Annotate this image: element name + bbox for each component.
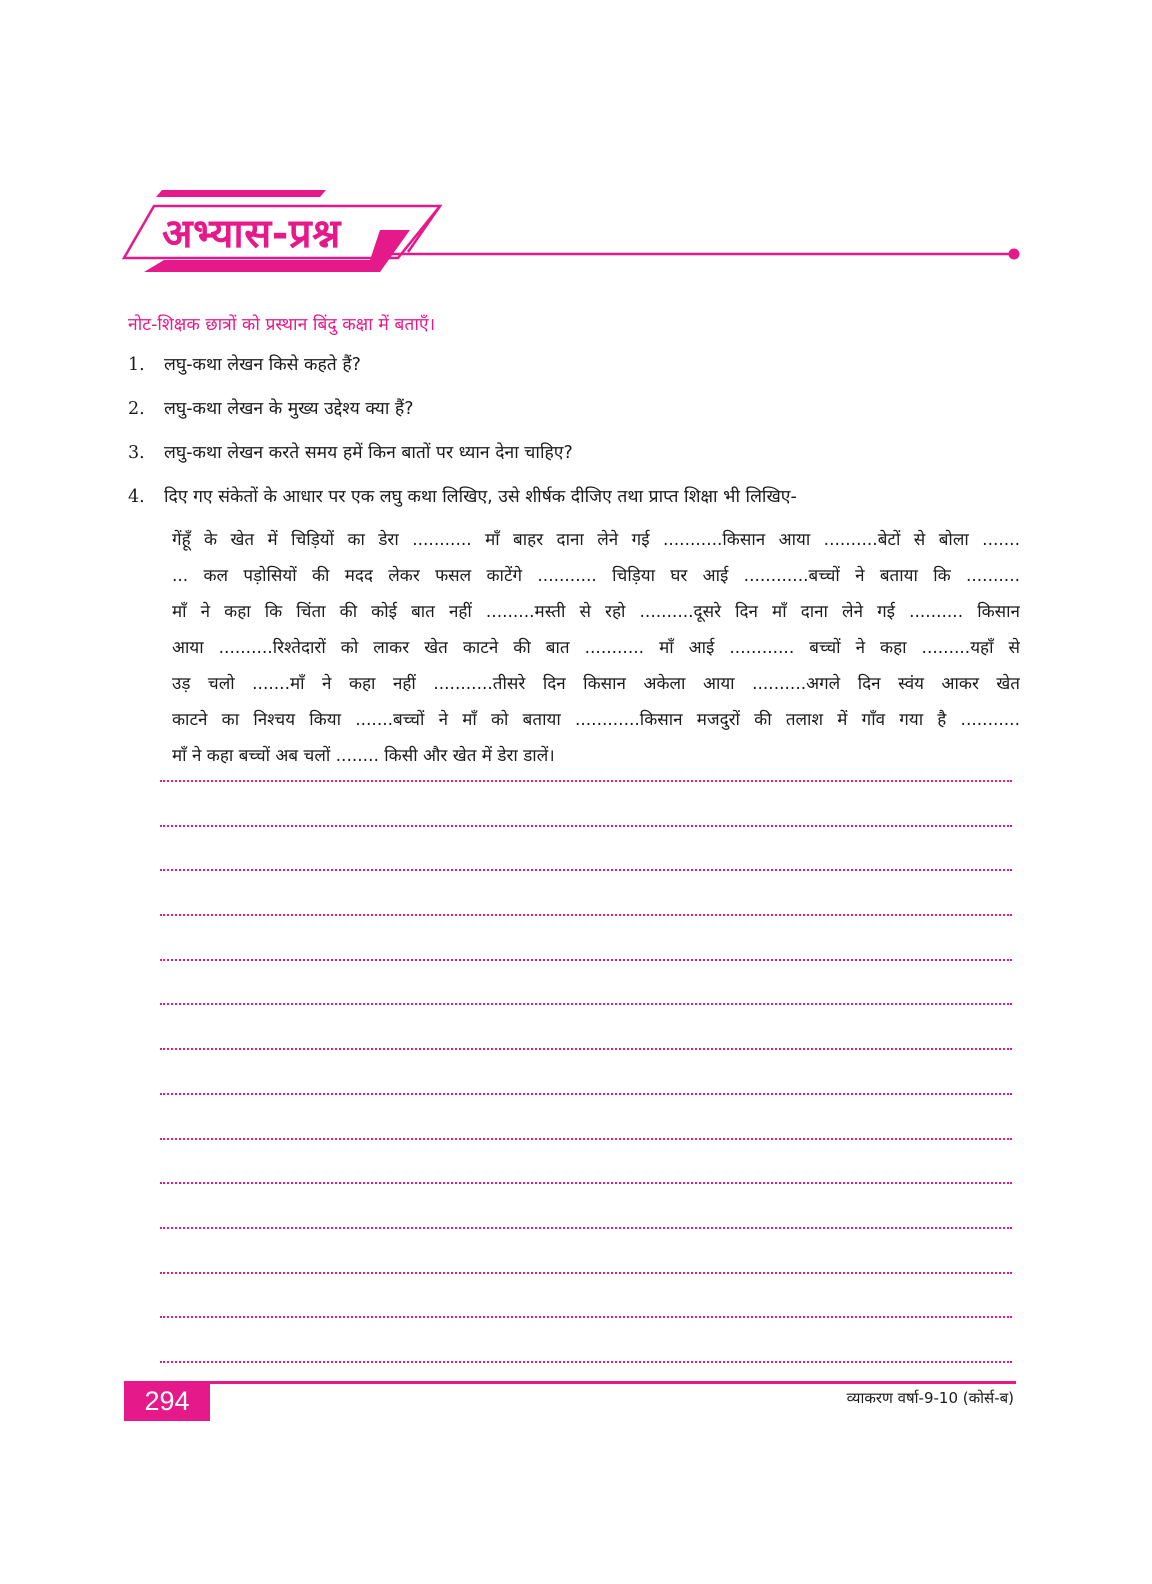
page-title: अभ्यास-प्रश्न [162,211,341,257]
section-heading-banner [118,186,1028,282]
answer-line[interactable] [160,1272,1012,1274]
answer-line[interactable] [160,869,1012,871]
question-text: लघु-कथा लेखन के मुख्य उद्देश्य क्या हैं? [164,399,414,419]
answer-line[interactable] [160,1361,1012,1363]
question-2 [128,396,414,420]
passage-line: आया ..........रिश्तेदारों को लाकर खेत काटने की बात ........... माँ आई ............ बच्चों ने कहा .........यहाँ से [172,638,1020,658]
passage-line: काटने का निश्चय किया .......बच्चों ने माँ को बताया ............किसान मजदुरों की तलाश में गाँव गया है ........... [172,710,1020,730]
answer-line[interactable] [160,1138,1012,1140]
answer-line[interactable] [160,959,1012,961]
question-text: दिए गए संकेतों के आधार पर एक लघु कथा लिखिए, उसे शीर्षक दीजिए तथा प्राप्त शिक्षा भी लिखिए- [164,487,797,507]
answer-line[interactable] [160,914,1012,916]
answer-line[interactable] [160,1048,1012,1050]
question-text: लघु-कथा लेखन करते समय हमें किन बातों पर ध्यान देना चाहिए? [164,443,573,463]
question-3 [128,440,573,464]
answer-writing-lines[interactable] [160,780,1012,1406]
passage-line: ... कल पड़ोसियों की मदद लेकर फसल काटेंगे ........... चिड़िया घर आई ............बच्चों ने बताया कि .......... [172,566,1020,586]
answer-line[interactable] [160,780,1012,782]
answer-line[interactable] [160,1003,1012,1005]
question-text: लघु-कथा लेखन किसे कहते हैं? [164,355,361,375]
answer-line[interactable] [160,1182,1012,1184]
story-hints-passage [172,522,1020,774]
passage-line: गेंहूँ के खेत में चिड़ियों का डेरा ........... माँ बाहर दाना लेने गई ...........किसान आया ..........बेटों से बोला ....... [172,530,1020,550]
book-title: व्याकरण वर्षा-9-10 (कोर्स-ब) [846,1389,1014,1407]
page-number: 294 [124,1381,210,1421]
answer-line[interactable] [160,1316,1012,1318]
answer-line[interactable] [160,1093,1012,1095]
question-number: 4. [128,487,145,507]
passage-line: उड़ चलो .......माँ ने कहा नहीं ...........तीसरे दिन किसान अकेला आया ..........अगले दिन स्वंय आकर खेत [172,674,1020,694]
passage-line: माँ ने कहा कि चिंता की कोई बात नहीं .........मस्ती से रहो ..........दूसरे दिन माँ दाना लेने गई .......... किसान [172,602,1020,622]
question-number: 1. [128,355,145,375]
question-4 [128,484,797,508]
teacher-note: नोट-शिक्षक छात्रों को प्रस्थान बिंदु कक्षा में बताएँ। [128,315,436,335]
answer-line[interactable] [160,825,1012,827]
question-number: 2. [128,399,145,419]
answer-line[interactable] [160,1227,1012,1229]
footer-rule [208,1381,1016,1384]
question-1 [128,352,361,376]
question-number: 3. [128,443,145,463]
passage-line: माँ ने कहा बच्चों अब चलों ........ किसी और खेत में डेरा डालें। [172,746,555,766]
